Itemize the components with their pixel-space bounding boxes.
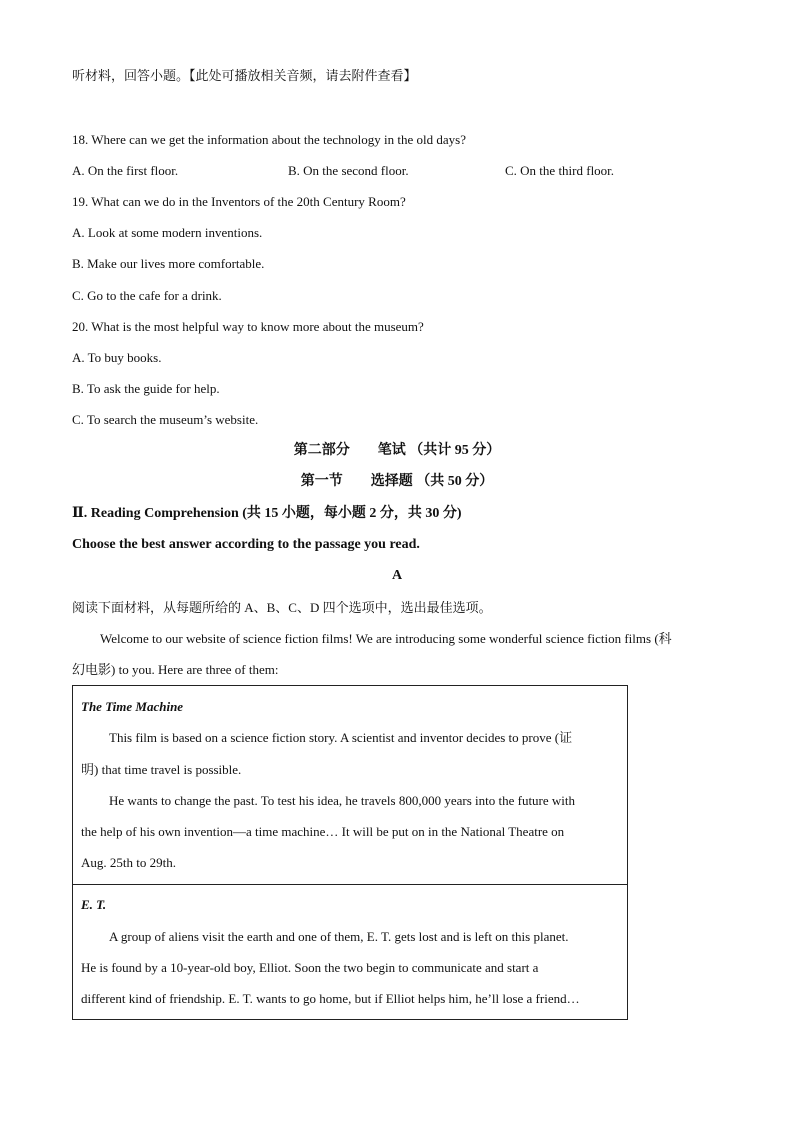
film-title: The Time Machine <box>81 699 184 714</box>
film-line: Aug. 25th to 29th. <box>81 855 176 870</box>
passage-instruction: 阅读下面材料，从每题所给的 A、B、C、D 四个选项中，选出最佳选项。 <box>72 600 492 615</box>
question-20-option-b: B. To ask the guide for help. <box>72 381 220 396</box>
option-c: C. On the third floor. <box>505 163 615 178</box>
film-line: different kind of friendship. E. T. wants to go home, but if Elliot helps him, he’ll lose a friend… <box>81 991 580 1006</box>
film-line: He is found by a 10-year-old boy, Elliot. Soon the two begin to communicate and start a <box>81 960 539 975</box>
film-line: the help of his own invention—a time machine… It will be put on in the National Theatre on <box>81 824 565 839</box>
option-a: A. On the first floor. <box>72 163 179 178</box>
films-table <box>72 685 628 1020</box>
listening-intro: 听材料，回答小题。【此处可播放相关音频，请去附件查看】 <box>72 68 417 83</box>
reading-heading: Ⅱ. Reading Comprehension (共 15 小题，每小题 2 分，共 30 分) <box>72 506 462 521</box>
option-b: B. On the second floor. <box>288 163 409 178</box>
question-19-option-b: B. Make our lives more comfortable. <box>72 256 265 271</box>
passage-intro-line-1: Welcome to our website of science fiction films! We are introducing some wonderful science fiction films (科 <box>100 631 672 646</box>
question-19-option-a: A. Look at some modern inventions. <box>72 225 263 240</box>
passage-intro-line-2: 幻电影) to you. Here are three of them: <box>72 662 279 677</box>
question-19: 19. What can we do in the Inventors of the 20th Century Room? <box>72 194 406 209</box>
question-18-options <box>72 163 672 179</box>
question-18: 18. Where can we get the information about the technology in the old days? <box>72 132 466 147</box>
question-19-option-c: C. Go to the cafe for a drink. <box>72 288 222 303</box>
film-line: This film is based on a science fiction story. A scientist and inventor decides to prove (证 <box>109 730 573 745</box>
question-20-option-a: A. To buy books. <box>72 350 162 365</box>
passage-label: A <box>391 568 403 583</box>
section-one-heading: 第一节 选择题 （共 50 分） <box>300 474 494 489</box>
film-line: He wants to change the past. To test his idea, he travels 800,000 years into the future with <box>109 793 576 808</box>
part-two-heading: 第二部分 笔试 （共计 95 分） <box>293 443 501 458</box>
film-line: 明) that time travel is possible. <box>81 762 242 777</box>
table-divider <box>73 884 627 885</box>
question-20: 20. What is the most helpful way to know more about the museum? <box>72 319 424 334</box>
film-title: E. T. <box>81 897 107 912</box>
question-20-option-c: C. To search the museum’s website. <box>72 412 259 427</box>
reading-instruction: Choose the best answer according to the passage you read. <box>72 537 420 552</box>
film-line: A group of aliens visit the earth and one of them, E. T. gets lost and is left on this planet. <box>109 929 569 944</box>
